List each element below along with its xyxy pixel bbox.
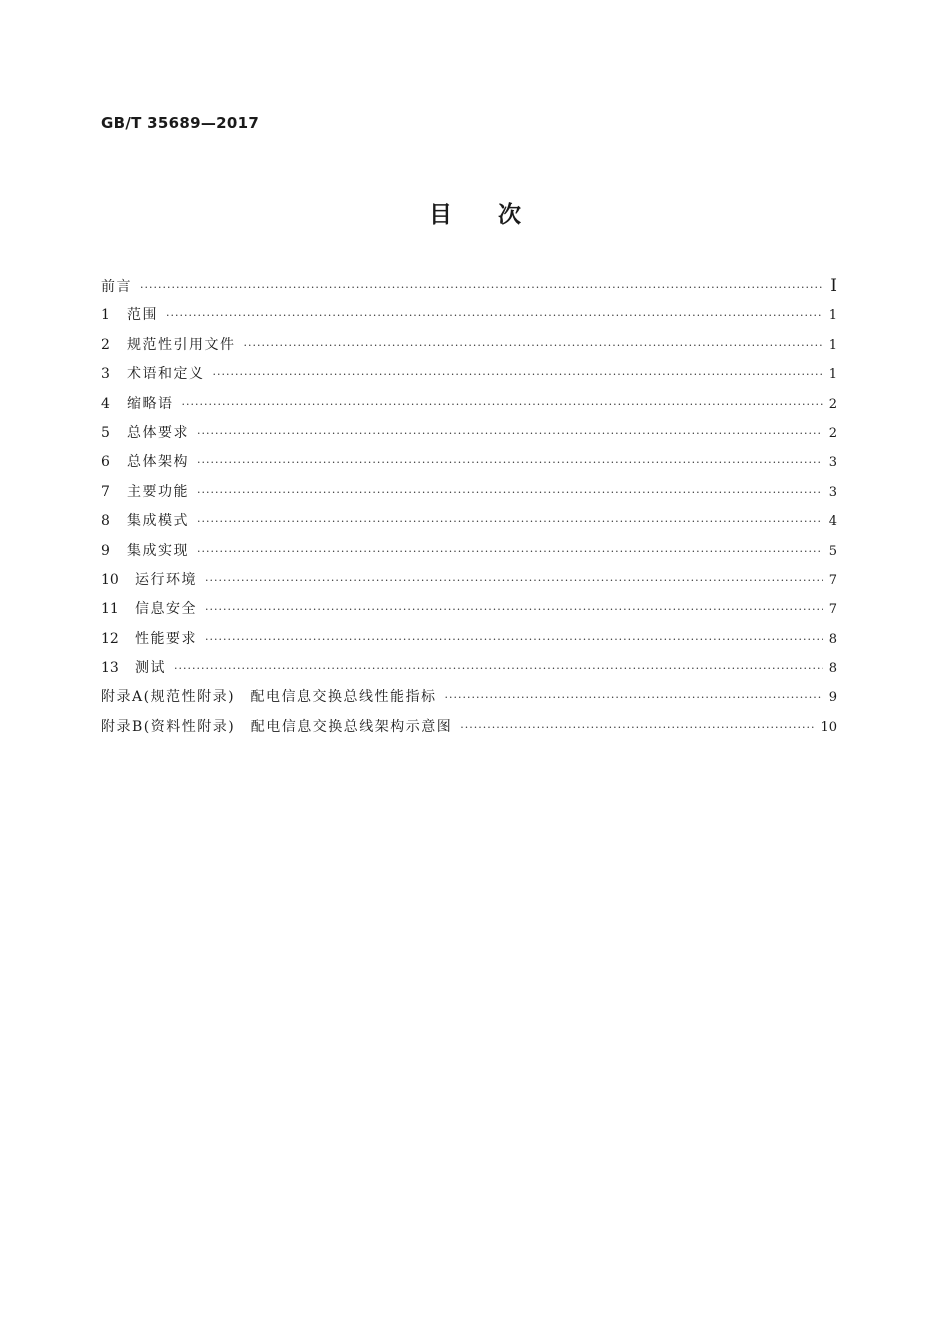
toc-entry-7[interactable] [101,478,837,507]
toc-entry-1[interactable] [101,301,837,330]
toc-entry-6[interactable] [101,448,837,477]
toc-leader-dots [205,595,823,624]
toc-entry-number: 3 [101,366,110,383]
toc-page-number: 3 [828,455,837,471]
page-title: 目次 [429,202,567,228]
toc-leader-dots [213,360,824,389]
toc-entry-label: 规范性引用文件 [127,336,236,353]
toc-entry-label: 集成模式 [127,513,189,530]
toc-leader-dots [197,448,823,477]
toc-entry-number: 10 [101,571,119,588]
toc-page-number: 1 [828,367,837,383]
toc-entry-number: 4 [101,395,110,412]
toc-entry-9[interactable] [101,537,837,566]
toc-entry-8[interactable] [101,507,837,536]
toc-leader-dots [140,273,823,302]
toc-leader-dots [166,301,823,330]
toc-entry-number: 6 [101,454,110,471]
toc-entry-label: 缩略语 [127,395,174,412]
toc-page-number: 1 [828,337,837,353]
toc-entry-label: 总体架构 [127,454,189,471]
toc-leader-dots [182,390,824,419]
toc-entry-label: 运行环境 [135,571,197,588]
toc-entry-number: 7 [101,483,110,500]
toc-page-number: 9 [828,690,837,706]
toc-page-number: 8 [828,661,837,677]
toc-entry-label: 附录A(规范性附录) 配电信息交换总线性能指标 [101,689,437,706]
toc-leader-dots [197,419,823,448]
toc-entry-label: 主要功能 [127,483,189,500]
toc-entry-2[interactable] [101,331,837,360]
toc-entry-number: 8 [101,513,110,530]
toc-page-number: 2 [828,425,837,441]
toc-leader-dots [197,537,823,566]
toc-entry-number: 13 [101,660,119,677]
toc-page-number: 4 [828,514,837,530]
toc-entry-number: 5 [101,424,110,441]
toc-entry-11[interactable] [101,595,837,624]
toc-page-number: 5 [828,543,837,559]
toc-entry-label: 范围 [127,307,158,324]
toc-entry-label: 前言 [101,279,132,295]
toc-entry-number: 2 [101,336,110,353]
toc-leader-dots [244,331,824,360]
toc-entry-4[interactable] [101,390,837,419]
toc-entry-label: 集成实现 [127,542,189,559]
toc-leader-dots [460,713,816,742]
toc-leader-dots [174,654,823,683]
toc-entry-foreword[interactable] [101,272,837,301]
toc-page-number: 1 [828,308,837,324]
toc-leader-dots [205,566,823,595]
toc-entry-13[interactable] [101,654,837,683]
toc-page-number: 10 [820,719,837,735]
toc-entry-label: 测试 [135,660,166,677]
toc-page-number: 7 [828,602,837,618]
toc-entry-number: 9 [101,542,110,559]
toc-entry-number: 11 [101,601,119,618]
table-of-contents [101,272,837,742]
toc-leader-dots [205,625,823,654]
toc-entry-label: 信息安全 [135,601,197,618]
standard-number: GB/T 35689—2017 [101,114,260,132]
toc-entry-3[interactable] [101,360,837,389]
toc-entry-number: 12 [101,630,119,647]
toc-entry-5[interactable] [101,419,837,448]
toc-page-number: 7 [828,572,837,588]
toc-leader-dots [197,507,823,536]
toc-entry-label: 总体要求 [127,424,189,441]
toc-leader-dots [197,478,823,507]
toc-entry-appendix-a[interactable] [101,683,837,712]
toc-entry-label: 附录B(资料性附录) 配电信息交换总线架构示意图 [101,718,453,735]
toc-page-number: 3 [828,484,837,500]
toc-page-number: 2 [828,396,837,412]
toc-page-number: Ⅰ [830,276,837,296]
toc-entry-label: 术语和定义 [127,366,205,383]
toc-entry-12[interactable] [101,625,837,654]
toc-entry-appendix-b[interactable] [101,713,837,742]
toc-entry-10[interactable] [101,566,837,595]
toc-leader-dots [445,683,823,712]
toc-page-number: 8 [828,631,837,647]
toc-entry-label: 性能要求 [135,630,197,647]
toc-entry-number: 1 [101,307,110,324]
